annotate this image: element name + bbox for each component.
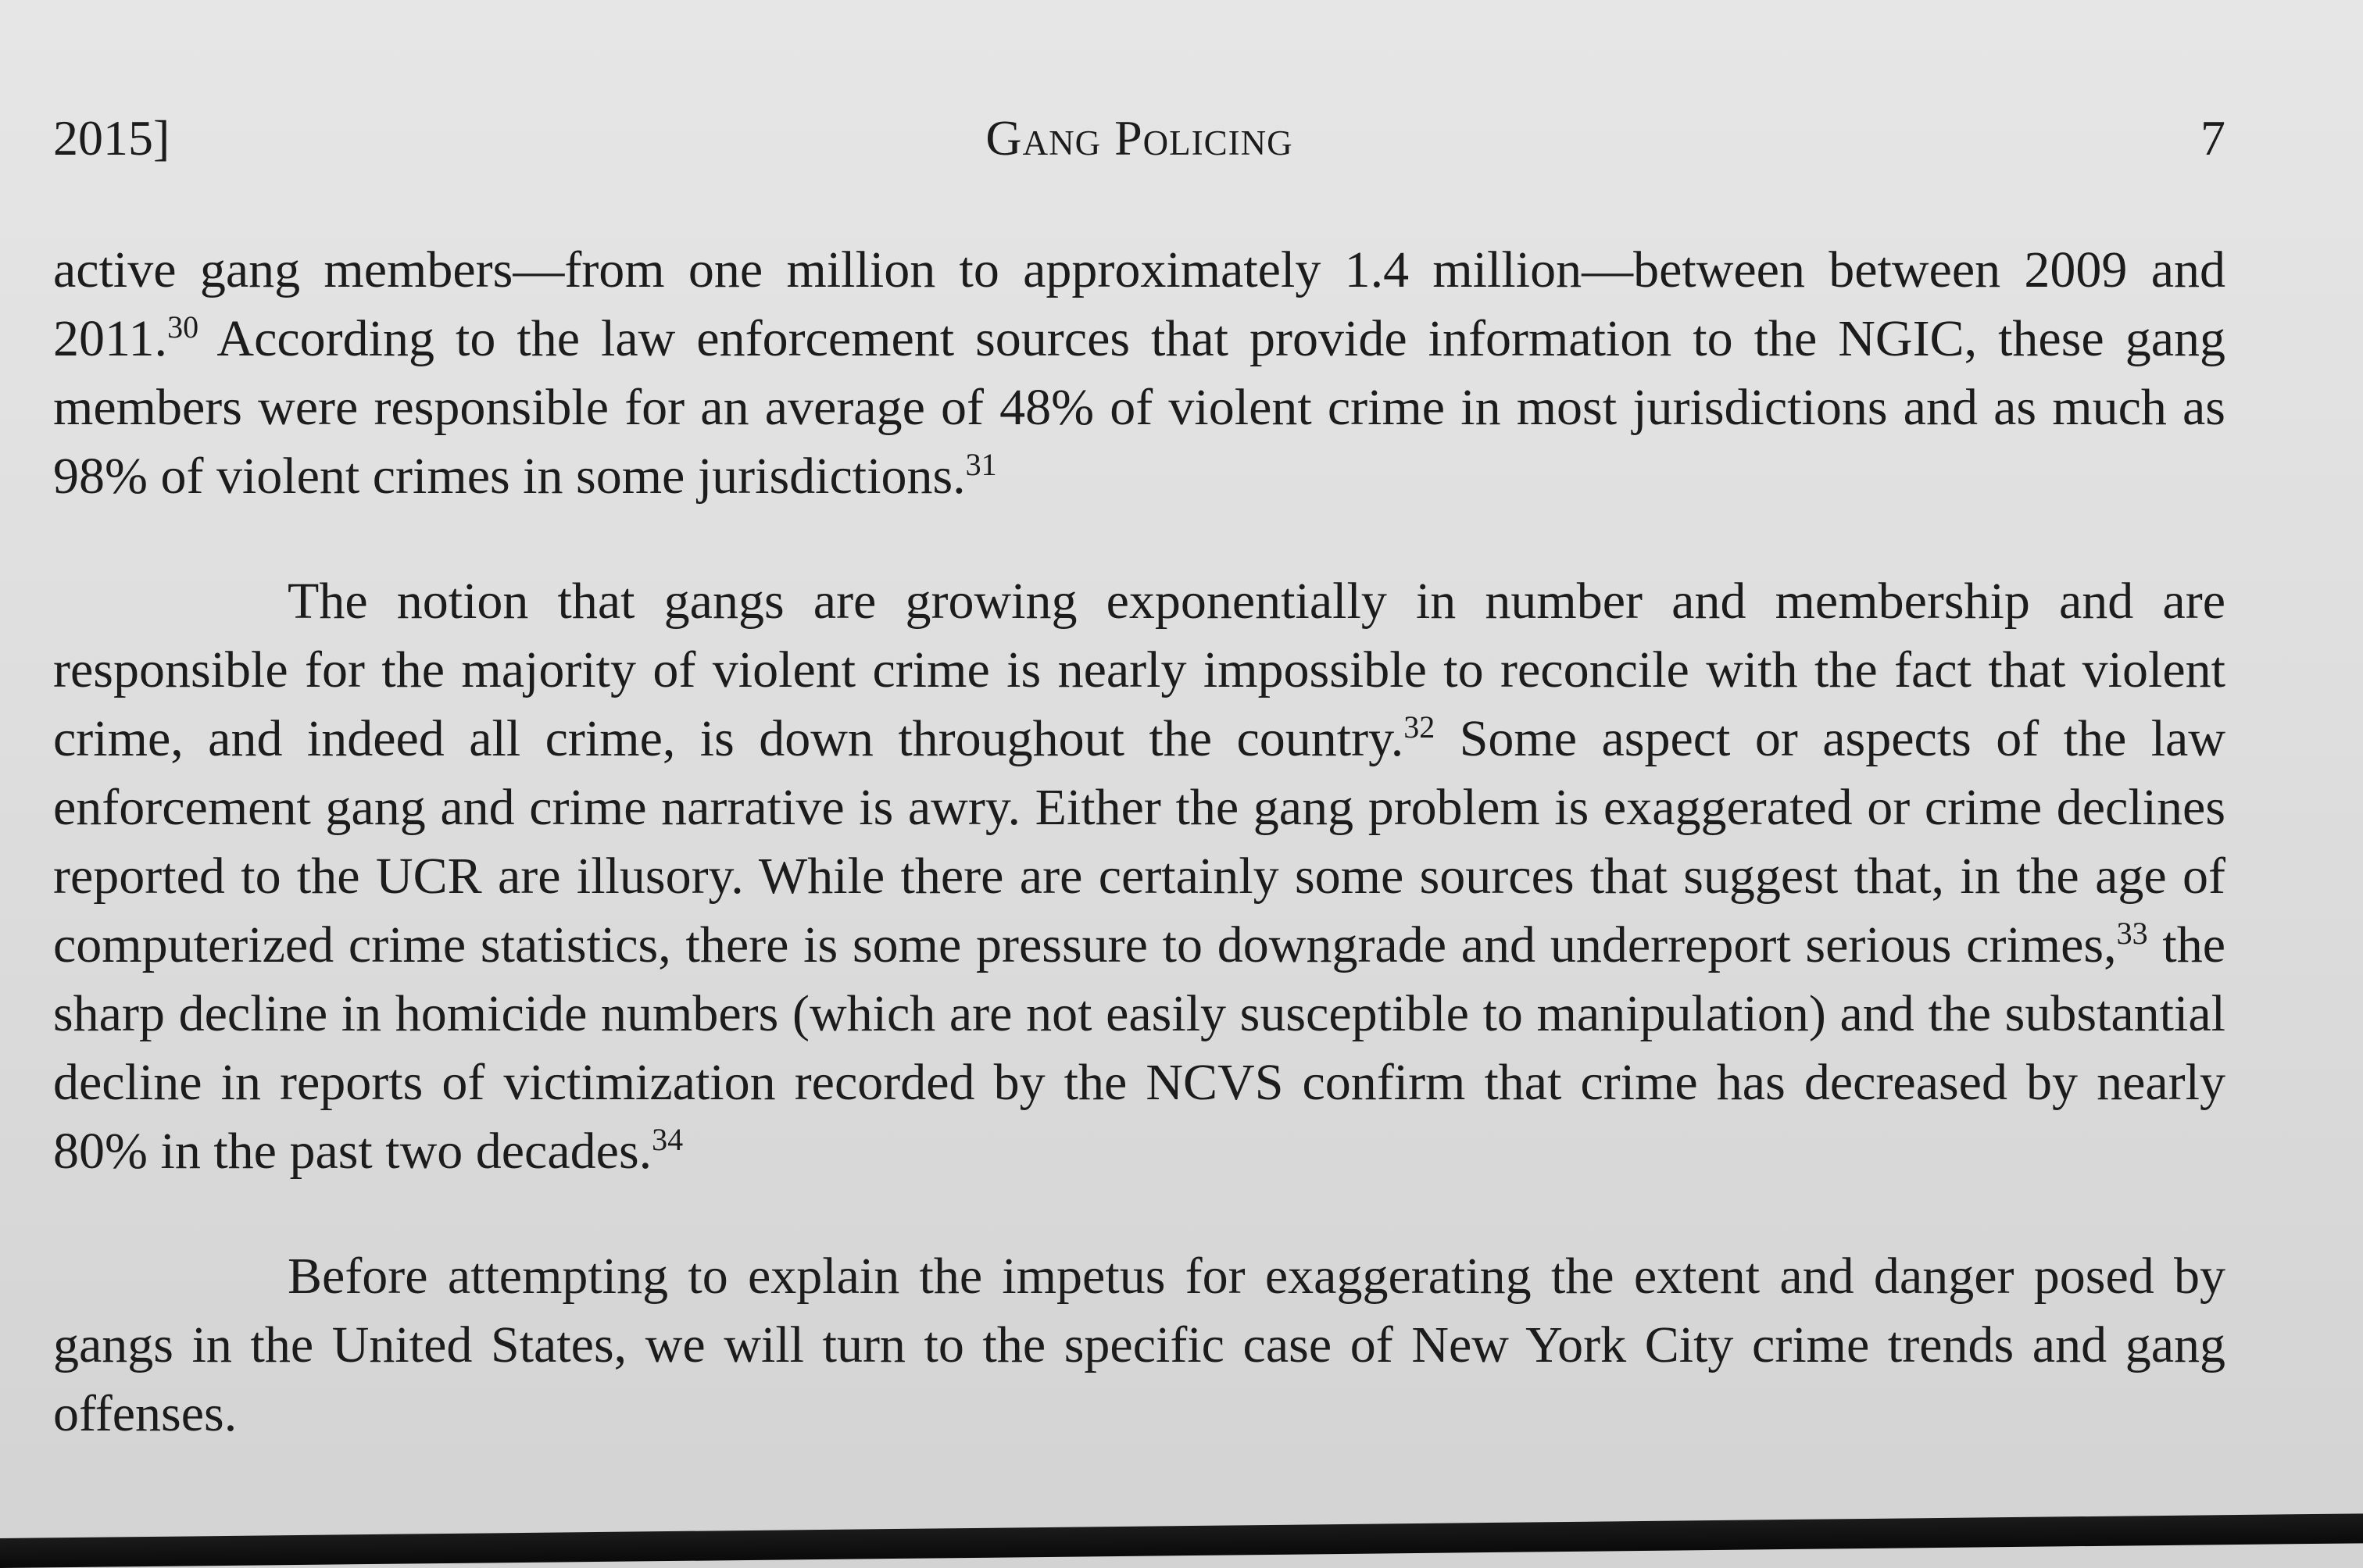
paragraph-text: According to the law enforcement sources that provide information to the NGIC, these gang members were responsible for an average of 48% of violent crime in most jurisdictions and as much as 98% of violent crimes in some jurisdictions. xyxy=(53,310,2225,505)
paragraph-gap xyxy=(53,511,2225,567)
page-number: 7 xyxy=(2200,110,2225,166)
header-year: 2015] xyxy=(53,110,170,166)
paragraph-gap xyxy=(53,1186,2225,1242)
footnote-marker-30: 30 xyxy=(167,309,199,345)
paragraph-text: Some aspect or aspects of the law enforcement gang and crime narrative is awry. Either the gang problem is exaggerated or crime declines reported to the UCR are illusory. While there are certainly some sources that suggest that, in the age of computerized crime statistics, there is some pressure to downgrade and underreport serious crimes, xyxy=(53,710,2225,973)
footnote-marker-34: 34 xyxy=(652,1122,684,1157)
footnote-marker-31: 31 xyxy=(965,447,997,482)
running-header xyxy=(53,94,2225,180)
paragraph-3 xyxy=(53,1242,2225,1448)
footnote-marker-33: 33 xyxy=(2116,916,2148,951)
header-title: Gang Policing xyxy=(985,110,1293,166)
paragraph-1 xyxy=(53,236,2225,511)
paragraph-2 xyxy=(53,567,2225,1186)
paragraph-text: Before attempting to explain the impetus for exaggerating the extent and danger posed by gangs in the United States, we will turn to the specific case of New York City crime trends and gang offenses. xyxy=(53,1248,2225,1442)
paragraph-text: active gang members—from one million to approximately 1.4 million—between between 2009 and 2011. xyxy=(53,241,2225,367)
paragraph-text: The notion that gangs are growing exponentially in number and membership and are responsible for the majority of violent crime is nearly impossible to reconcile with the fact that violent crime, and indeed all crime, is down throughout the country. xyxy=(53,573,2225,767)
monitor-bezel xyxy=(0,1513,2363,1568)
paragraph-text: the sharp decline in homicide numbers (which are not easily susceptible to manipulation) and the substantial decline in reports of victimization recorded by the NCVS confirm that crime has decreased by nearly 80% in the past two decades. xyxy=(53,916,2225,1180)
footnote-marker-32: 32 xyxy=(1403,709,1435,745)
document-page xyxy=(53,94,2225,1448)
